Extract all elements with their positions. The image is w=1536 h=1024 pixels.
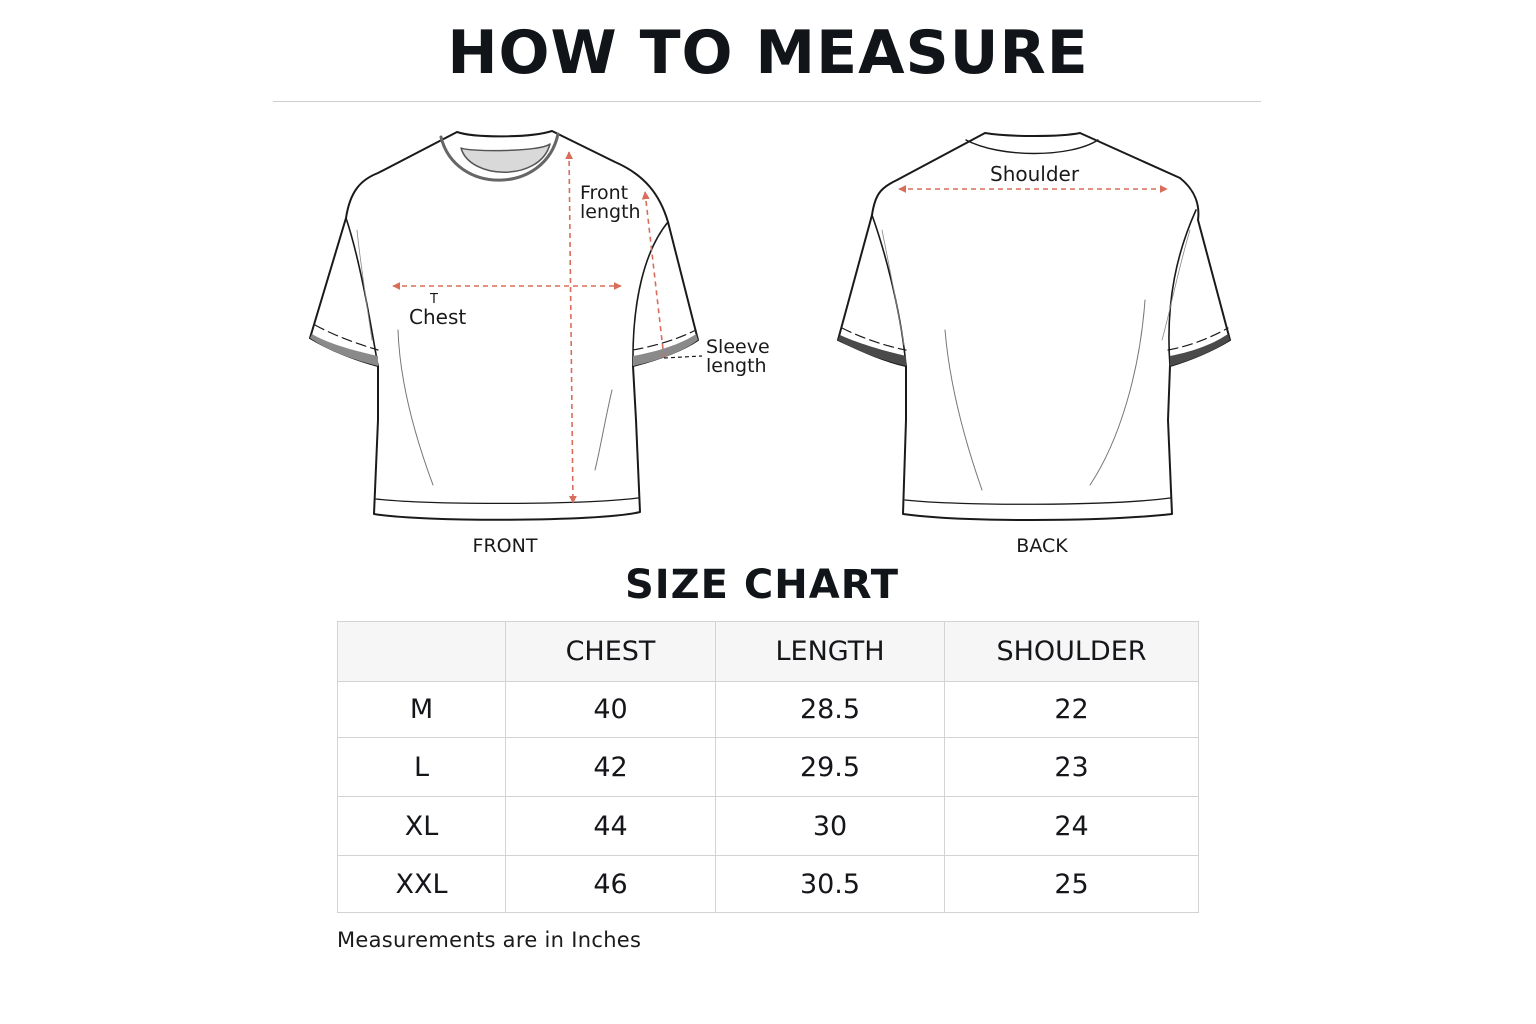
size-cell: L <box>338 738 506 797</box>
shoulder-label: Shoulder <box>990 162 1080 186</box>
sleeve-length-label-line2: length <box>706 355 767 377</box>
chest-cell: 46 <box>506 856 716 913</box>
length-cell: 28.5 <box>716 682 945 738</box>
page-title: HOW TO MEASURE <box>447 18 1089 88</box>
sleeve-length-leader <box>664 356 702 358</box>
front-length-label-line2: length <box>580 201 641 223</box>
back-tshirt <box>838 133 1230 520</box>
chest-cell: 42 <box>506 738 716 797</box>
size-cell: M <box>338 682 506 738</box>
table-row <box>338 738 1199 797</box>
chest-tick-mark: T <box>430 292 438 307</box>
size-cell: XXL <box>338 856 506 913</box>
back-view-label: BACK <box>1016 535 1068 557</box>
column-header-size <box>338 622 506 682</box>
chest-cell: 44 <box>506 797 716 856</box>
back-tshirt-body <box>838 133 1230 520</box>
shoulder-cell: 24 <box>945 797 1199 856</box>
chest-label: Chest <box>409 305 467 329</box>
table-row <box>338 682 1199 738</box>
front-tshirt <box>310 131 698 520</box>
column-header-length: LENGTH <box>716 622 945 682</box>
units-footnote: Measurements are in Inches <box>337 928 642 952</box>
shoulder-cell: 22 <box>945 682 1199 738</box>
shoulder-cell: 23 <box>945 738 1199 797</box>
table-header-row <box>338 622 1199 682</box>
size-chart-table <box>337 621 1199 913</box>
chest-cell: 40 <box>506 682 716 738</box>
size-cell: XL <box>338 797 506 856</box>
shoulder-cell: 25 <box>945 856 1199 913</box>
size-chart-heading: SIZE CHART <box>624 562 900 608</box>
length-cell: 29.5 <box>716 738 945 797</box>
length-cell: 30.5 <box>716 856 945 913</box>
sleeve-length-label-line1: Sleeve <box>706 336 770 358</box>
front-tshirt-body <box>310 131 698 520</box>
column-header-chest: CHEST <box>506 622 716 682</box>
table-row <box>338 797 1199 856</box>
front-length-label-line1: Front <box>580 182 629 204</box>
front-view-label: FRONT <box>472 535 538 557</box>
length-cell: 30 <box>716 797 945 856</box>
column-header-shoulder: SHOULDER <box>945 622 1199 682</box>
table-row <box>338 856 1199 913</box>
